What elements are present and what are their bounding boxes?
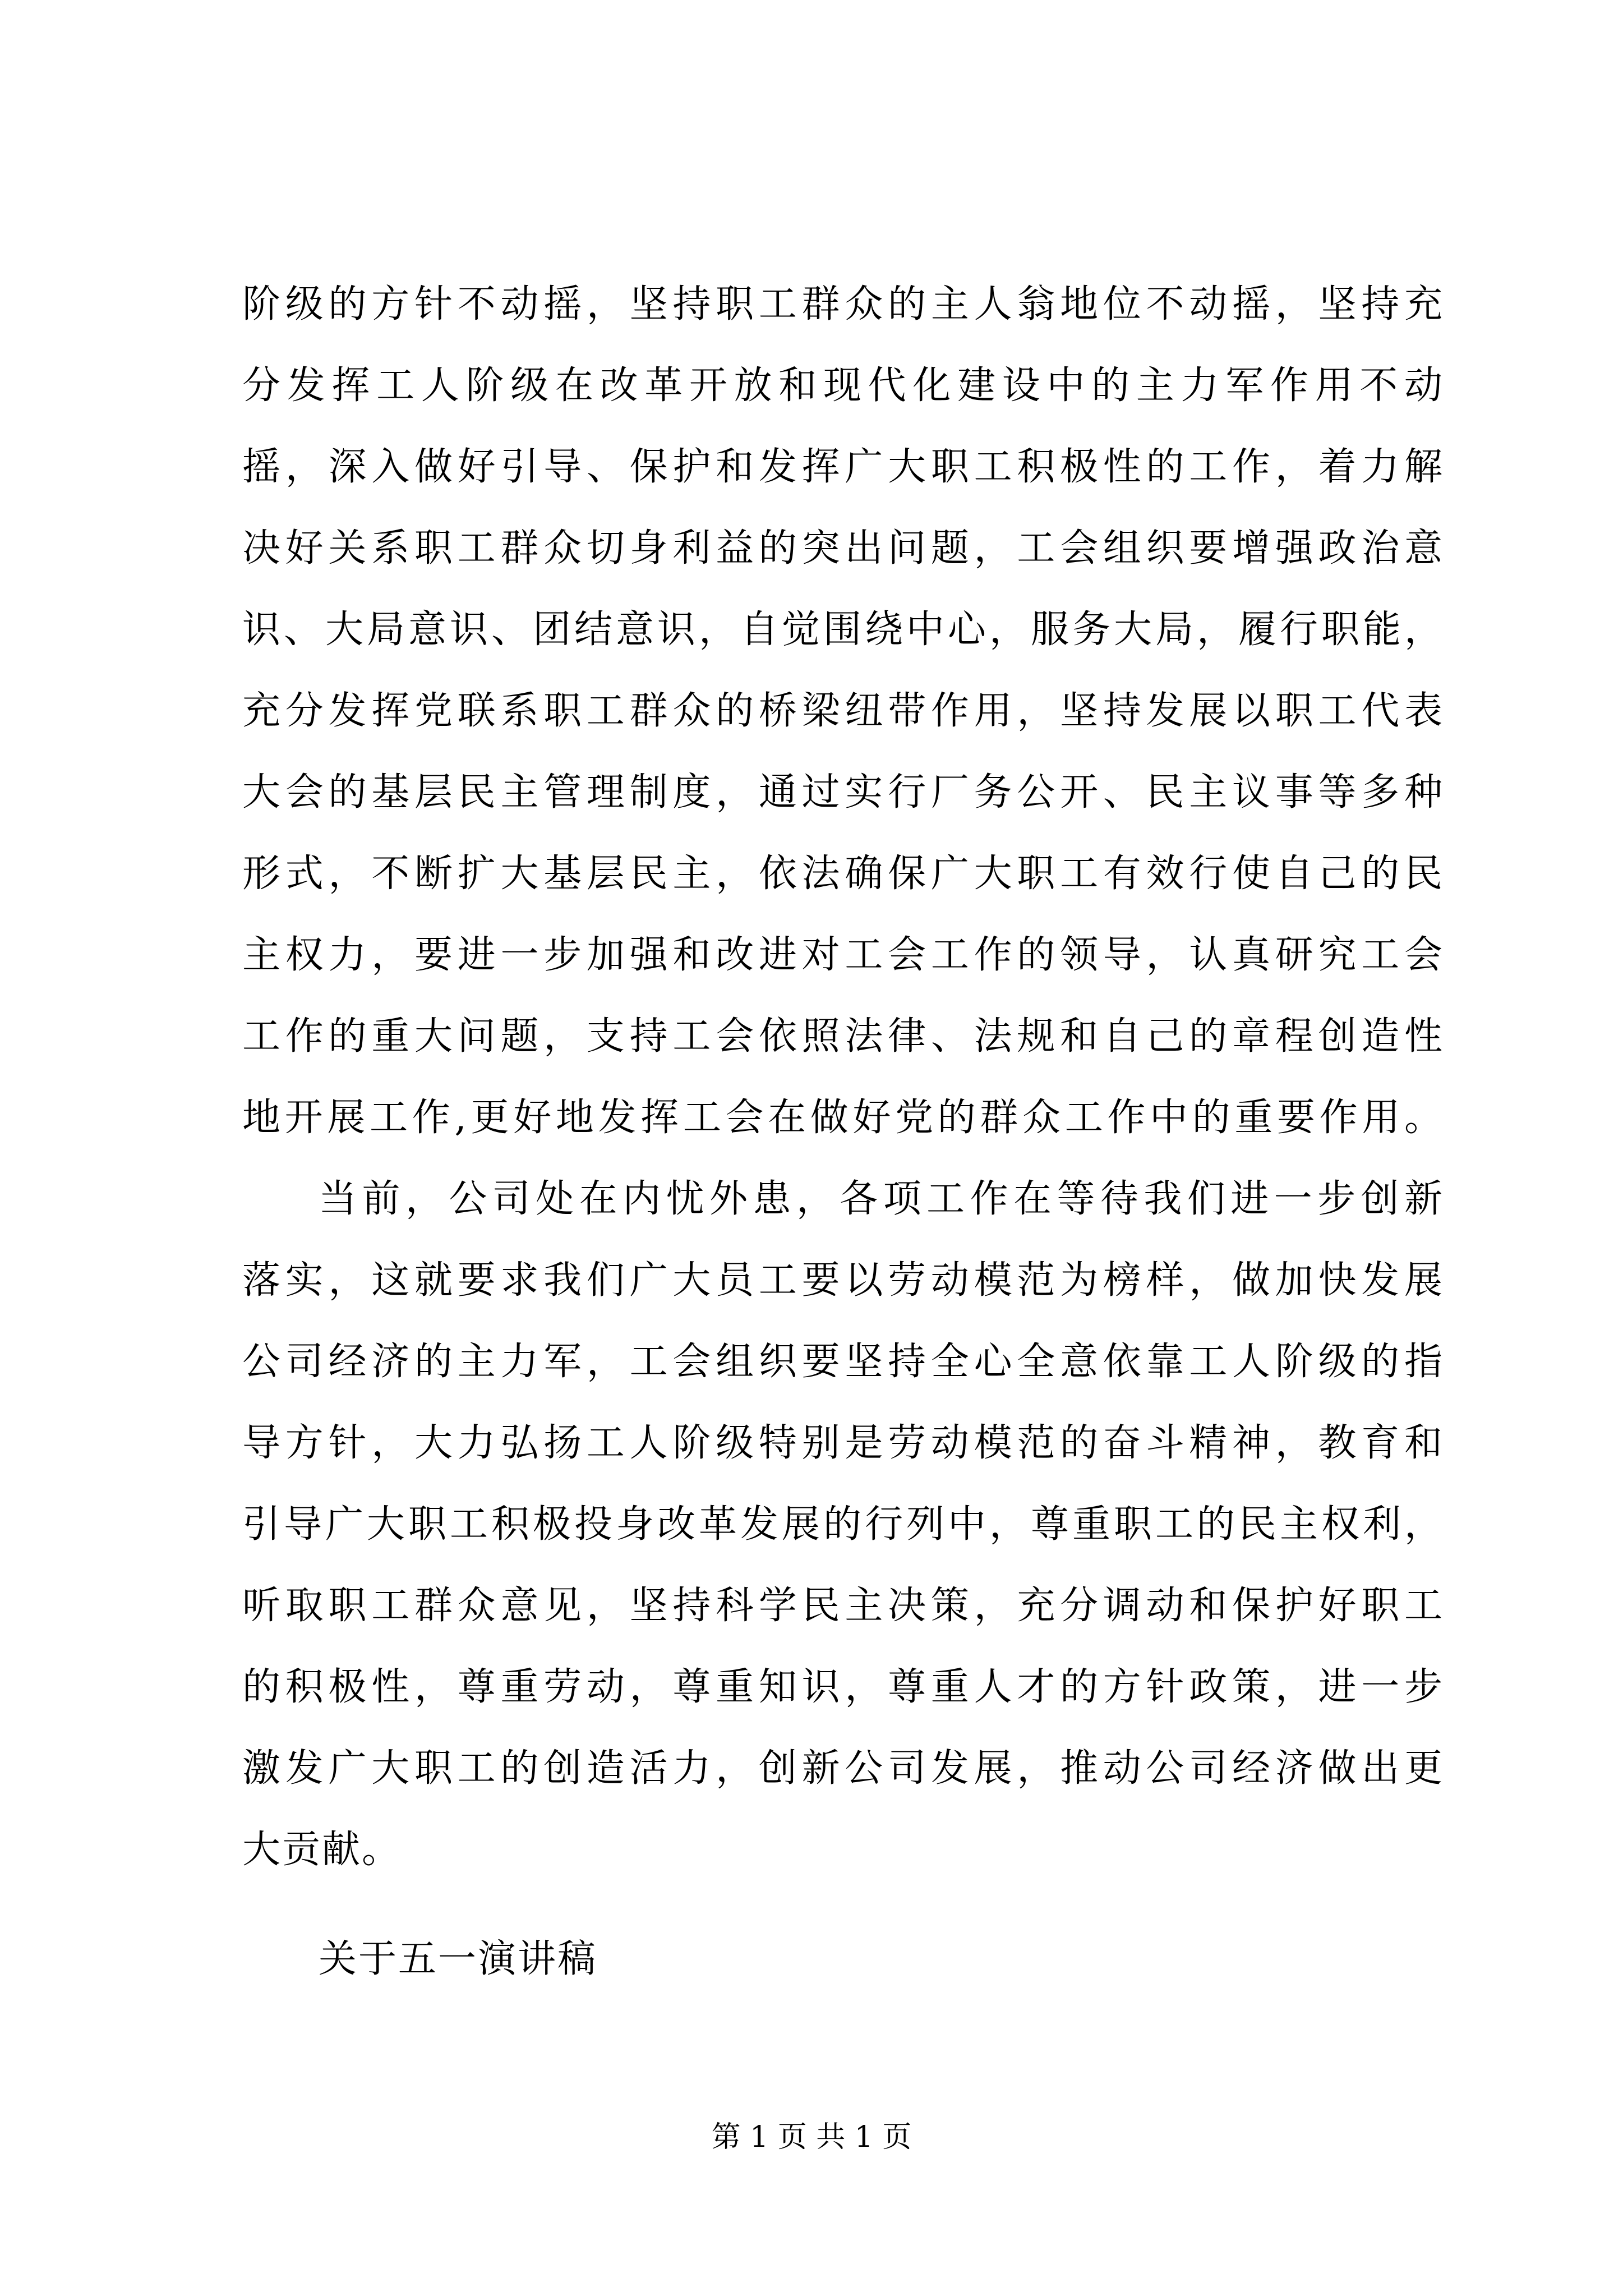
document-title-line: 关于五一演讲稿 bbox=[319, 1937, 598, 1981]
paragraph-line: 大会的基层民主管理制度，通过实行厂务公开、民主议事等多种 bbox=[242, 770, 1442, 815]
paragraph-line: 决好关系职工群众切身利益的突出问题，工会组织要增强政治意 bbox=[242, 526, 1442, 570]
paragraph-line: 导方针，大力弘扬工人阶级特别是劳动模范的奋斗精神，教育和 bbox=[242, 1421, 1442, 1465]
paragraph-line: 分发挥工人阶级在改革开放和现代化建设中的主力军作用不动 bbox=[242, 364, 1442, 408]
paragraph-line: 阶级的方针不动摇，坚持职工群众的主人翁地位不动摇，坚持充 bbox=[242, 282, 1442, 326]
paragraph-line: 主权力，要进一步加强和改进对工会工作的领导，认真研究工会 bbox=[242, 933, 1442, 977]
paragraph-line: 的积极性，尊重劳动，尊重知识，尊重人才的方针政策，进一步 bbox=[242, 1665, 1442, 1709]
paragraph-line: 公司经济的主力军，工会组织要坚持全心全意依靠工人阶级的指 bbox=[242, 1340, 1442, 1384]
paragraph-line: 落实，这就要求我们广大员工要以劳动模范为榜样，做加快发展 bbox=[242, 1258, 1442, 1303]
paragraph-line: 听取职工群众意见，坚持科学民主决策，充分调动和保护好职工 bbox=[242, 1584, 1442, 1628]
paragraph-line: 激发广大职工的创造活力，创新公司发展，推动公司经济做出更 bbox=[242, 1746, 1442, 1791]
paragraph-line: 大贡献。 bbox=[242, 1828, 402, 1872]
page-footer: 第 1 页 共 1 页 bbox=[711, 2120, 912, 2154]
paragraph-line: 当前，公司处在内忧外患，各项工作在等待我们进一步创新 bbox=[319, 1177, 1442, 1221]
document-body bbox=[242, 264, 1442, 2000]
paragraph-line: 工作的重大问题，支持工会依照法律、法规和自己的章程创造性 bbox=[242, 1014, 1442, 1059]
paragraph-line: 形式，不断扩大基层民主，依法确保广大职工有效行使自己的民 bbox=[242, 852, 1442, 896]
paragraph-line: 识、大局意识、团结意识，自觉围绕中心，服务大局，履行职能， bbox=[242, 608, 1442, 652]
paragraph-line: 充分发挥党联系职工群众的桥梁纽带作用，坚持发展以职工代表 bbox=[242, 689, 1442, 733]
paragraph-line: 地开展工作,更好地发挥工会在做好党的群众工作中的重要作用。 bbox=[242, 1096, 1442, 1140]
paragraph-line: 摇，深入做好引导、保护和发挥广大职工积极性的工作，着力解 bbox=[242, 445, 1442, 489]
paragraph-line: 引导广大职工积极投身改革发展的行列中，尊重职工的民主权利， bbox=[242, 1502, 1442, 1547]
